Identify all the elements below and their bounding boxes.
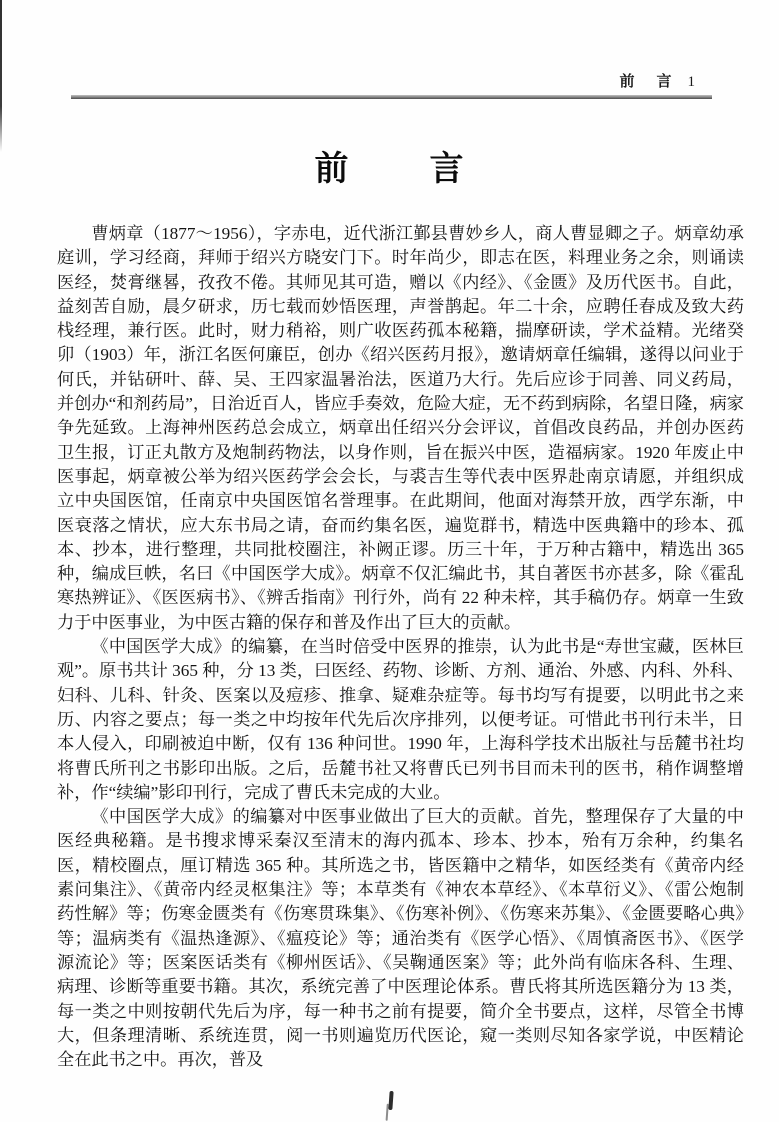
running-header-char: 言 [656, 74, 672, 90]
paragraph-biography: 曹炳章（1877～1956），字赤电，近代浙江鄞县曹妙乡人，商人曹显卿之子。炳章幼承庭训，学习经商，拜师于绍兴方晓安门下。时年尚少，即志在医，料理业务之余，则诵读医经，焚膏继晷，孜孜不倦。其师见其可造，赠以《内经》、《金匮》及历代医书。自此，益刻苦自励，晨夕研求，历七载而妙悟医理，声誉鹊起。年二十余，应聘任春成及致大药栈经理，兼行医。此时，财力稍裕，则广收医药孤本秘籍，揣摩研读，学术益精。光绪癸卯（1903）年，浙江名医何廉臣，创办《绍兴医药月报》，邀请炳章任编辑，遂得以问业于何氏，并钻研叶、薛、吴、王四家温暑治法，医道乃大行。先后应诊于同善、同义药局，并创办“和剂药局”，日治近百人，皆应手奏效，危险大症，无不药到病除，名望日隆，病家争先延致。上海神州医药总会成立，炳章出任绍兴分会评议，首倡改良药品，并创办医药卫生报，订正丸散方及炮制药物法，以身作则，旨在振兴中医，造福病家。1920 年废止中医事起，炳章被公举为绍兴医药学会会长，与裘吉生等代表中医界赴南京请愿，并组织成立中央国医馆，任南京中央国医馆名誉理事。在此期间，他面对海禁开放，西学东渐，中医衰落之情状，应大东书局之请，奋而约集名医，遍览群书，精选中医典籍中的珍本、孤本、抄本，进行整理，共同批校圈注，补阙正谬。历三十年，于万种古籍中，精选出 365 种，编成巨帙，名曰《中国医学大成》。炳章不仅汇编此书，其自著医书亦甚多，除《霍乱寒热辨证》、《医医病书》、《辨舌指南》刊行外，尚有 22 种未梓，其手稿仍存。炳章一生致力于中医事业，为中医古籍的保存和普及作出了巨大的贡献。 [57, 224, 744, 632]
page-title [0, 141, 779, 190]
page-number: 1 [687, 74, 695, 90]
page-title-char: 前 [314, 151, 350, 188]
running-header [619, 70, 695, 91]
header-rule [71, 95, 712, 99]
paragraph-contribution: 《中国医学大成》的编纂对中医事业做出了巨大的贡献。首先，整理保存了大量的中医经典秘籍。是书搜求博采秦汉至清末的海内孤本、珍本、抄本，殆有万余种，约集名医，精校圈点，厘订精选 365 种。其所选之书，皆医籍中之精华，如医经类有《黄帝内经素问集注》、《黄帝内经灵枢集注》等；本草类有《神农本草经》、《本草衍义》、《雷公炮制药性解》等；伤寒金匮类有《伤寒贯珠集》、《伤寒补例》、《伤寒来苏集》、《金匮要略心典》等；温病类有《温热逢源》、《瘟疫论》等；通治类有《医学心悟》、《周慎斋医书》、《医学源流论》等；医案医话类有《柳州医话》、《吴鞠通医案》等；此外尚有临床各科、生理、病理、诊断等重要书籍。其次，系统完善了中医理论体系。曹氏将其所选医籍分为 13 类，每一类之中则按朝代先后为序，每一种书之前有提要，简介全书要点，这样，尽管全书博大，但条理清晰、系统连贯，阅一书则遍览历代医论，窥一类则尽知各家学说，中医精论全在此书之中。再次，普及 [57, 807, 744, 1070]
page-title-char: 言 [429, 151, 465, 188]
paragraph-compilation: 《中国医学大成》的编纂，在当时倍受中医界的推崇，认为此书是“寿世宝藏，医林巨观”。原书共计 365 种，分 13 类，曰医经、药物、诊断、方剂、通治、外感、内科、外科、妇科、儿科、针灸、医案以及痘疹、推拿、疑难杂症等。每书均写有提要，以明此书之来历、内容之要点；每一类之中均按年代先后次序排列，以便考证。可惜此书刊行未半，日本人侵入，印刷被迫中断，仅有 136 种问世。1990 年，上海科学技术出版社与岳麓书社均将曹氏所刊之书影印出版。之后，岳麓书社又将曹氏已列书目而未刊的医书，稍作调整增补，作“续编”影印刊行，完成了曹氏未完成的大业。 [57, 637, 744, 802]
ink-mark-artifact [388, 1091, 393, 1110]
scan-edge-artifact [0, 0, 2, 152]
preface-body [57, 222, 744, 1072]
running-header-char: 前 [619, 74, 635, 90]
